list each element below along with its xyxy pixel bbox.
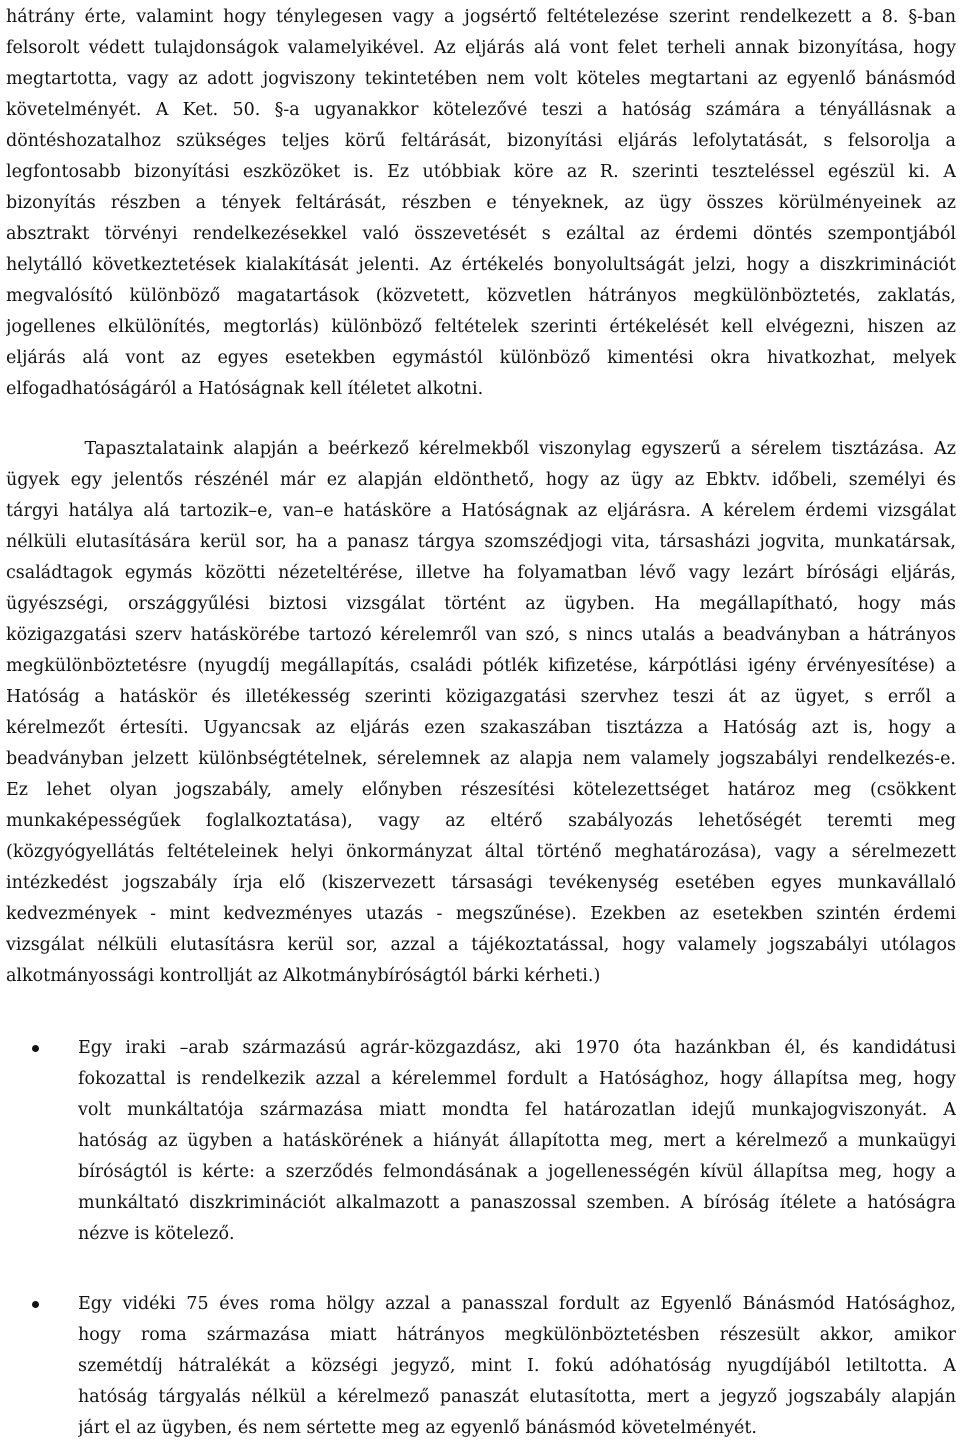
text-line: követelményét. A Ket. 50. §-a ugyanakkor kötelezővé teszi a hatóság számára a tényállásnak a <box>6 100 956 120</box>
text-line: szemétdíj hátralékát a községi jegyző, mint I. fokú adóhatóság nyugdíjából letiltotta. A <box>78 1356 956 1376</box>
text-line: Egy vidéki 75 éves roma hölgy azzal a panasszal fordult az Egyenlő Bánásmód Hatósághoz, <box>78 1294 956 1314</box>
text-line: tárgyi hatálya alá tartozik–e, van–e hatásköre a Hatóságnak az eljárásra. A kérelem érdemi vizsgálat <box>6 501 956 521</box>
text-line: munkaképességűek foglalkoztatása), vagy az eltérő szabályozás lehetőségét teremti meg <box>6 811 956 831</box>
text-line: eljárás alá vont az egyes esetekben egymástól különböző kimentési okra hivatkozhat, melyek <box>6 348 956 368</box>
text-line: Hatóság a hatáskör és illetékesség szerinti közigazgatási szervhez teszi át az ügyet, s erről a <box>6 687 956 707</box>
text-line: beadványban jelzett különbségtételnek, sérelemnek az alapja nem valamely jogszabályi rendelkezés-e. <box>6 749 956 769</box>
text-line: járt el az ügyben, és nem sértette meg az egyenlő bánásmód követelményét. <box>78 1418 757 1438</box>
text-line: bíróságtól is kérte: a szerződés felmondásának a jogellenességén kívül állapítsa meg, hogy a <box>78 1162 956 1182</box>
text-line: volt munkáltatója származása miatt mondta fel határozatlan idejű munkajogviszonyát. A <box>78 1100 956 1120</box>
text-line: jogellenes elkülönítés, megtorlás) különböző feltételek szerinti értékelését kell elvégezni, hiszen az <box>6 317 956 337</box>
text-line: absztrakt törvényi rendelkezésekkel való összevetését s ezáltal az érdemi döntés szempontjából <box>6 224 956 244</box>
text-line: legfontosabb bizonyítási eszközöket is. Ez utóbbiak köre az R. szerinti teszteléssel egészül ki. A <box>6 162 956 182</box>
text-line: intézkedést jogszabály írja elő (kiszervezett társasági tevékenység esetében egyes munkavállaló <box>6 873 956 893</box>
text-line: helytálló következtetések kialakítását jelenti. Az értékelés bonyolultságát jelzi, hogy a diszkriminációt <box>6 255 956 275</box>
text-line: bizonyítás részben a tények feltárását, részben e tényeknek, az ügy összes körülményeinek az <box>6 193 956 213</box>
text-line: megkülönböztetésre (nyugdíj megállapítás, családi pótlék kifizetése, kárpótlási igény érvényesítése) a <box>6 656 956 676</box>
text-line: döntéshozatalhoz szükséges teljes körű feltárását, bizonyítási eljárás lefolytatását, s felsorolja a <box>6 131 956 151</box>
text-line: fokozattal is rendelkezik azzal a kérelemmel fordult a Hatósághoz, hogy állapítsa meg, hogy <box>78 1069 956 1089</box>
text-line: nélküli elutasítására kerül sor, ha a panasz tárgya szomszédjogi vita, társasházi jogvita, munkatársak, <box>6 532 956 552</box>
list-item-text <box>78 1033 956 1250</box>
text-line: közigazgatási szerv hatáskörébe tartozó kérelemről van szó, s nincs utalás a beadványban a hátrányos <box>6 625 956 645</box>
text-line: családtagok egymás közötti nézeteltérése, illetve ha folyamatban lévő vagy lezárt bírósági eljárás, <box>6 563 956 583</box>
text-line: (közgyógyellátás feltételeinek helyi önkormányzat által történő meghatározása), vagy a sérelmezett <box>6 842 956 862</box>
text-line: ügyek egy jelentős részénél már ez alapján eldönthető, hogy az ügy az Ebktv. időbeli, személyi és <box>6 470 956 490</box>
text-line: kérelmezőt értesíti. Ugyancsak az eljárás ezen szakaszában tisztázza a Hatóság azt is, hogy a <box>6 718 956 738</box>
text-line: felsorolt védett tulajdonságok valamelyikével. Az eljárás alá vont felet terheli annak bizonyítása, hogy <box>6 38 956 58</box>
list-item-text <box>78 1289 956 1444</box>
text-line: ügyészségi, országgyűlési biztosi vizsgálat történt az ügyben. Ha megállapítható, hogy más <box>6 594 956 614</box>
bullet-icon <box>32 1045 39 1052</box>
bullet-icon <box>32 1301 39 1308</box>
text-line: kedvezmények - mint kedvezményes utazás - megszűnése). Ezekben az esetekben szintén érdemi <box>6 904 956 924</box>
text-line: Ez lehet olyan jogszabály, amely előnyben részesítési kötelezettséget határoz meg (csökkent <box>6 780 956 800</box>
text-line: hátrány érte, valamint hogy ténylegesen vagy a jogsértő feltételezése szerint rendelkezett a 8. §-ban <box>6 7 956 27</box>
paragraph-burden-of-proof <box>6 2 956 405</box>
text-line: megvalósító különböző magatartások (közvetett, közvetlen hátrányos megkülönböztetés, zaklatás, <box>6 286 956 306</box>
text-line: megtartotta, vagy az adott jogviszony tekintetében nem volt köteles megtartani az egyenlő bánásmód <box>6 69 956 89</box>
paragraph-experiences <box>6 434 956 992</box>
text-line: munkáltató diszkriminációt alkalmazott a panaszossal szemben. A bíróság ítélete a hatóságra <box>78 1193 956 1213</box>
text-line: Egy iraki –arab származású agrár-közgazdász, aki 1970 óta hazánkban él, és kandidátusi <box>78 1038 956 1058</box>
text-line: nézve is kötelező. <box>78 1224 235 1244</box>
text-line: hatóság tárgyalás nélkül a kérelmező panaszát elutasította, mert a jegyző jogszabály alapján <box>78 1387 956 1407</box>
text-line: alkotmányossági kontrollját az Alkotmánybíróságtól bárki kérheti.) <box>6 966 601 986</box>
text-line: Tapasztalataink alapján a beérkező kérelmekből viszonylag egyszerű a sérelem tisztázása. Az <box>6 439 956 459</box>
text-line: elfogadhatóságáról a Hatóságnak kell ítéletet alkotni. <box>6 379 484 399</box>
text-line: hatóság az ügyben a hatáskörének a hiányát állapította meg, mert a kérelmező a munkaügyi <box>78 1131 956 1151</box>
text-line: vizsgálat nélküli elutasításra kerül sor, azzal a tájékoztatással, hogy valamely jogszabályi utólagos <box>6 935 956 955</box>
text-line: hogy roma származása miatt hátrányos megkülönböztetésben részesült akkor, amikor <box>78 1325 956 1345</box>
